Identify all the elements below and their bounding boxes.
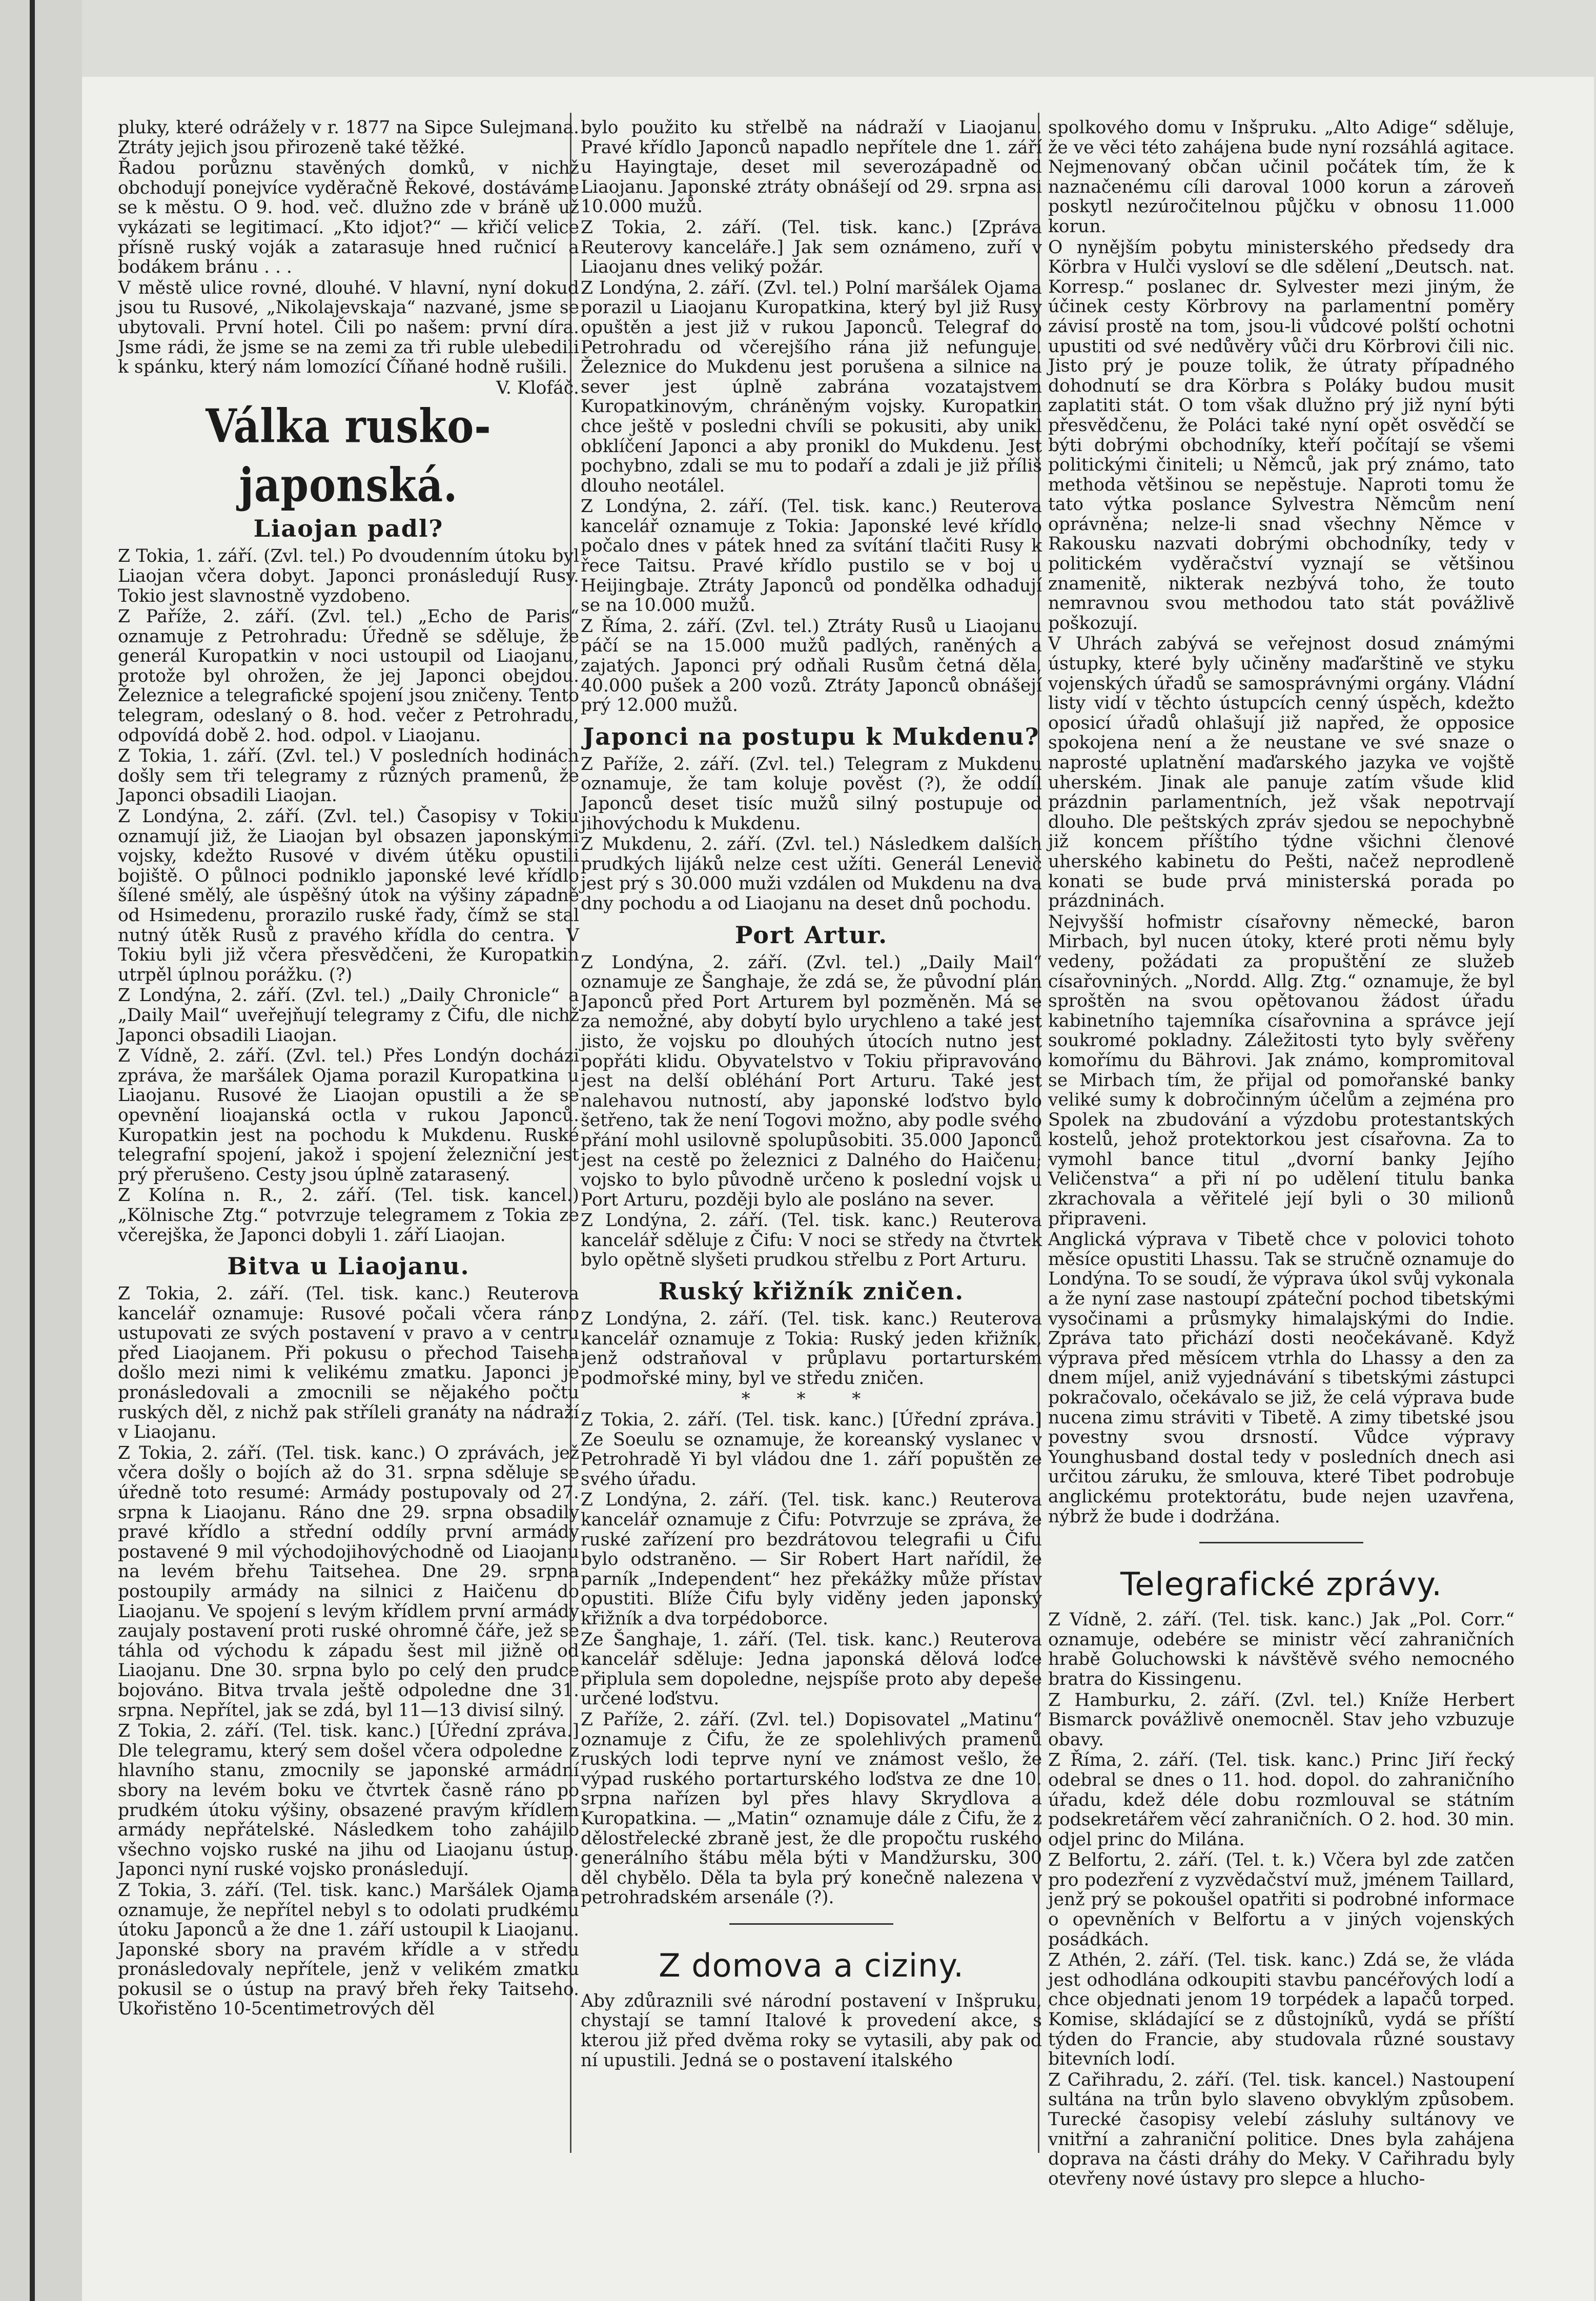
paragraph: O nynějším pobytu ministerského předsedy dra Körbra v Hulči vysloví se dle sdělení „Deutsch. nat. Korresp.“ poslanec dr. Sylvester mezi jiným, že účinek cesty Körbrovy na parlamentní poměry závisí prostě na tom, jsou-li vůdcové polští ochotni upustiti od své nedůvěry vůči dru Körbrovi čili nic. Jisto prý je pouze tolik, že útraty případného dohodnutí se dra Körbra s Poláky budou musit zaplatiti stát. O tom však dlužno prý již nyní býti přesvědčenu, že Poláci také nyní opět osvědčí se býti dobrými obchodníky, kteří počítají se všemi politickými činiteli; u Němců, jak prý známo, tato methoda většinou se nepěstuje. Naproti tomu že tato výtka poslance Sylvestra Němcům není oprávněna; nelze-li snad všechny Němce v Rakousku nazvati dobrými obchodníky, tedy v politickém vyděračství vyznají se většinou znamenitě, nikterak nezbývá toho, že touto nemravnou svou methodou tato stát povážlivě poškozují. [1048,237,1515,634]
separator-stars: * * * [741,1389,882,1410]
paragraph: Z Tokia, 1. září. (Zvl. tel.) V posledních hodinách došly sem tři telegramy z různých pramenů, že Japonci obsadili Liaojan. [118,746,579,806]
article-heading: Port Artur. [734,921,888,949]
paragraph: Z Vídně, 2. září. (Zvl. tel.) Přes Londýn docházi zpráva, že maršálek Ojama porazil Kuropatkina u Liaojanu. Rusové že Liaojan opustili a že se opevnění lioajanská octla v rukou Japonců. Kuropatkin jest na pochodu k Mukdenu. Ruské telegrafní spojení, jakož i spojení železniční jest prý přerušeno. Cesty jsou úplně zatarasený. [118,1046,579,1185]
paragraph: Ze Šanghaje, 1. září. (Tel. tisk. kanc.) Reuterova kancelář sděluje: Jedna japonská dělová loďce připlula sem dopoledne, nejspíše proto aby depeše určené loďstvu. [581,1629,1042,1709]
binding-edge [30,0,35,2301]
paragraph: Z Belfortu, 2. září. (Tel. t. k.) Včera byl zde zatčen pro podezření z vyzvědačství muž, jménem Taillard, jenž prý se pokoušel opatřiti si podrobné informace o opevněních v Belfortu a v jiných vojenských posádkách. [1048,1850,1515,1950]
paragraph: Z Tokia, 2. září. (Tel. tisk. kanc.) [Zpráva Reuterovy kanceláře.] Jak sem oznámeno, zuří v Liaojanu dnes veliký požár. [581,217,1042,278]
column-3 [1048,118,1515,2190]
paragraph: Z Říma, 2. září. (Tel. tisk. kanc.) Princ Jiří řecký odebral se dnes o 11. hod. dopol. do zahraničního úřadu, kdež déle dobu rozmlouval se státním podsekretářem věcí zahraničních. O 2. hod. 30 min. odjel princ do Milána. [1048,1750,1515,1850]
column-1 [118,118,579,2020]
article-heading: Ruský křižník zničen. [658,1277,965,1306]
paragraph: Z Londýna, 2. září. (Zvl. tel.) „Daily Mail“ oznamuje ze Šanghaje, že zdá se, že původní plán Japonců před Port Arturem byl pozměněn. Má se za nemožné, aby dobytí bylo urychleno a také jest jisto, že vojsku po dlouhých útocích nutno jest popřáti klidu. Obyvatelstvo v Tokiu připravováno jest na delší obléhání Port Arturu. Také jest nalehavou nutností, aby japonské loďstvo bylo šetřeno, tak že není Togovi možno, aby podle svého přání mohl usilovně spolupůsobiti. 35.000 Japonců jest na cestě po železnici z Dalného do Haičenu; vojsko to bylo původně určeno k poslední vojsk u Port Arturu, později bylo ale posláno na sever. [581,952,1042,1210]
paragraph: Z Říma, 2. září. (Zvl. tel.) Ztráty Rusů u Liaojanu páčí se na 15.000 mužů padlých, raněných a zajatých. Japonci prý odňali Rusům četná děla, 40.000 pušek a 200 vozů. Ztráty Japonců obnášejí prý 12.000 mužů. [581,616,1042,716]
section-heading: Telegrafické zprávy. [1120,1565,1442,1603]
paragraph: Z Paříže, 2. září. (Zvl. tel.) Telegram z Mukdenu oznamuje, že tam koluje pověst (?), že oddíl Japonců deset tisíc mužů silný postupuje od jihovýchodu k Mukdenu. [581,754,1042,834]
paragraph: Z Londýna, 2. září. (Tel. tisk. kanc.) Reuterova kancelář oznamuje z Tokia: Ruský jeden křižník, jenž odstraňoval v průplavu portarturském podmořské miny, byl ve středu zničen. [581,1309,1042,1389]
paragraph: Z Vídně, 2. září. (Tel. tisk. kanc.) Jak „Pol. Corr.“ oznamuje, odebére se ministr věcí zahraničních hrabě Goluchowski k návštěvě svého nemocného bratra do Kissingenu. [1048,1610,1515,1689]
paragraph: Z Tokia, 3. září. (Tel. tisk. kanc.) Maršálek Ojama oznamuje, že nepřítel nebyl s to odolati prudkému útoku Japonců a že dne 1. září ustoupil k Liaojanu. Japonské sbory na pravém křídle a v středu pronásledovaly nepřítele, jenž v velikém zmatku pokusil se o ústup na pravý břeh řeky Taitseho. Ukořistěno 10-5centimetrových děl [118,1880,579,2020]
paragraph: V Uhrách zabývá se veřejnost dosud známými ústupky, které byly učiněny maďarštině ve styku vojenských úřadů se samosprávnými orgány. Vládní listy vidí v těchto ústupcích cenný úspěch, kdežto oposicí úřadů ohlašují již napřed, že opposice spokojena není a že neustane ve své snaze o naprosté uplatnění maďarského jazyka ve vojště uherském. Jinak ale panuje zatím všude klid prázdnin parlamentních, jež však nepotrvají dlouho. Dle peštských zpráv sjedou se nepochybně již koncem příštího týdne všichni členové uherského kabinetu do Pešti, načež neprodleně konati se bude prvá ministerská porada po prázdninách. [1048,634,1515,912]
paragraph: Z Tokia, 1. září. (Zvl. tel.) Po dvoudenním útoku byl Liaojan včera dobyt. Japonci pronásledují Rusy. Tokio jest slavnostně vyzdobeno. [118,546,579,606]
paragraph: Z Athén, 2. září. (Tel. tisk. kanc.) Zdá se, že vláda jest odhodlána odkoupiti stavbu pancéřových lodí a chce objednati jenom 19 torpédek a lapačů torped. Komise, skládající se z důstojníků, vydá se příští týden do Francie, aby studovala různé soustavy bitevních lodí. [1048,1950,1515,2070]
paragraph: Z Paříže, 2. září. (Zvl. tel.) „Echo de Paris“ oznamuje z Petrohradu: Úředně se sděluje, že generál Kuropatkin v noci ustoupil od Liaojanu, protože byl ohrožen, že jej Japonci obejdou. Železnice a telegrafické spojení jsou zničeny. Tento telegram, odeslaný o 8. hod. večer z Petrohradu, odpovídá době 2. hod. odpol. v Liaojanu. [118,606,579,746]
article-heading: Japonci na postupu k Mukdenu? [583,722,1040,750]
paragraph: Z Londýna, 2. září. (Zvl. tel.) Polní maršálek Ojama porazil u Liaojanu Kuropatkina, který byl již Rusy opuštěn a jest již v rukou Japonců. Telegraf do Petrohradu od včerejšího rána již nefunguje. Železnice do Mukdenu jest porušena a silnice na sever jest úplně zabrána vozatajstvem Kuropatkinovým, chráněným vojsky. Kuropatkin chce ještě v posledni chvíli se pokusiti, aby unikl obklíčení Japonci a aby pronikl do Mukdenu. Jest pochybno, zdali se mu to podaří a zdali je již příliš dlouho neotálel. [581,277,1042,496]
paragraph: Z Londýna, 2. září. (Tel. tisk. kanc.) Reuterova kancelář oznamuje z Tokia: Japonské levé křídlo počalo dnes v pátek hned za svítání tlačiti Rusy k řece Taitsu. Pravé křídlo pustilo se v boj u Heijingbaje. Ztráty Japonců od pondělka odhadují se na 10.000 mužů. [581,496,1042,616]
paragraph: Z Londýna, 2. září. (Tel. tisk. kanc.) Reuterova kancelář oznamuje z Čifu: Potvrzuje se zpráva, že ruské zařízení pro bezdrátovou telegrafii u Čifu bylo odstraněno. — Sir Robert Hart nařídil, že parník „Independent“ hez překážky může přístav opustiti. Blíže Čifu byly viděny jeden japonský křižník a dva torpédoborce. [581,1490,1042,1629]
paragraph: pluky, které odrážely v r. 1877 na Sipce Sulejmana. Ztráty jejich jsou přirozeně také těžké. [118,117,579,158]
paragraph: Anglická výprava v Tibetě chce v polovici tohoto měsíce opustiti Lhassu. Tak se stručně oznamuje do Londýna. To se soudí, že výprava úkol svůj vykonala a že nyní zase nastoupí zpáteční pochod tibetskými vysočinami a průsmyky himalajskými do Indie. Zpráva tato přichází dosti neočekávaně. Když výprava před měsícem vtrhla do Lhassy a den za dnem míjel, aniž vyjednávání s tibetskými zástupci pokračovalo, očekávalo se již, že celá výprava bude nucena zimu stráviti v Tibetě. A zimy tibetské jsou povestny svou drsností. Vůdce výpravy Younghusband dostal tedy v posledních dnech asi určitou záruku, že smlouva, které Tibet podrobuje anglickému protektorátu, bude nejen uzavřena, nýbrž že bude i dodržána. [1048,1229,1515,1527]
paragraph: Z Tokia, 2. září. (Tel. tisk. kanc.) [Úřední zpráva.] Dle telegramu, který sem došel včera odpoledne z hlavního stanu, zmocnily se japonské armádní sbory na levém boku ve čtvrtek časně ráno po prudkém útoku výšiny, obsazené pravým křídlem armády nepřátelské. Následkem toho zahájilo všechno vojsko ruské na jihu od Liaojanu ústup. Japonci nyní ruské vojsko pronásledují. [118,1721,579,1880]
section-divider [1199,1542,1363,1543]
section-heading: Z domova a ciziny. [659,1946,964,1984]
paragraph: Z Londýna, 2. září. (Zvl. tel.) Časopisy v Tokiu oznamují již, že Liaojan byl obsazen japonskými vojsky, kdežto Rusové v divém útěku opustili bojiště. O půlnoci podniklo japonské levé křídlo šílené smělý, ale úspěšný útok na výšiny západně od Hsimedenu, prorazilo ruské řady, čímž se stal nutný útěk Rusů z pravého křídla do centra. V Tokiu byli již včera přesvědčeni, že Kuropatkin utrpěl úplnou porážku. (?) [118,806,579,985]
paragraph: Z Paříže, 2. září. (Zvl. tel.) Dopisovatel „Matinu“ oznamuje z Čifu, že ze spolehlivých pramenů ruských lodi teprve nyní ve známost vešlo, že výpad ruského portarturského loďstva ze dne 10. srpna nařízen byl přes hlavy Skrydlova a Kuropatkina. — „Matin“ oznamuje dále z Čifu, že z dělostřelecké zbraně jest, že dle propočtu ruského generálního štábu měla býti v Mandžursku, 300 děl chybělo. Děla ta byla prý konečně nalezena v petrohradském arsenále (?). [581,1709,1042,1908]
paragraph: Z Tokia, 2. září. (Tel. tisk. kanc.) Reuterova kancelář oznamuje: Rusové počali včera ráno ustupovati ze svých postavení v pravo a v centru před Liaojanem. Při pokusu o přechod Taiseha došlo mezi nimi k velikému zmatku. Japonci je pronásledovali a zmocnili se nějakého počtu ruských děl, z nichž pak stříleli granáty na nádraží v Liaojanu. [118,1284,579,1443]
section-divider [729,1923,893,1925]
paragraph: Z Tokia, 2. září. (Tel. tisk. kanc.) O zprávách, jež včera došly o bojích až do 31. srpna sděluje se úředně toto resumé: Armády postupovaly od 27. srpna k Liaojanu. Ráno dne 29. srpna obsadily pravé křídlo a střední oddíly první armády postavené 9 mil východojihovýchodně od Liaojanu na levém břehu Taitsehea. Dne 29. srpna postoupily armády na silnici z Haičenu do Liaojanu. Ve spojení s levým křídlem první armády zaujaly postavení proti ruské ohromné čáře, jež se táhla od východu k západu šest mil jižně od Liaojanu. Dne 30. srpna bylo po celý den prudce bojováno. Bitva trvala ještě odpoledne dne 31. srpna. Nepřítel, jak se zdá, byl 11—13 divisí silný. [118,1442,579,1721]
section-heading: Válka rusko-japonská. [206,399,492,513]
paragraph: Z Kolína n. R., 2. září. (Tel. tisk. kancel.) „Kölnische Ztg.“ potvrzuje telegramem z Tokia ze včerejška, že Japonci dobyli 1. září Liaojan. [118,1185,579,1246]
article-heading: Bitva u Liaojanu. [227,1252,470,1280]
paragraph: Z Hamburku, 2. září. (Zvl. tel.) Kníže Herbert Bismarck povážlivě onemocněl. Stav jeho vzbuzuje obavy. [1048,1689,1515,1750]
paragraph: Z Tokia, 2. září. (Tel. tisk. kanc.) [Úřední zpráva.] Ze Soeulu se oznamuje, že koreanský vyslanec v Petrohradě Yi byl vládou dne 1. září popuštěn ze svého úřadu. [581,1410,1042,1490]
column-2 [581,118,1042,2071]
paragraph: bylo použito ku střelbě na nádraží v Liaojanu. Pravé křídlo Japonců napadlo nepřítele dne 1. září u Hayingtaje, deset mil severozápadně od Liaojanu. Japonské ztráty obnášejí od 29. srpna asi 10.000 mužů. [581,117,1042,217]
paragraph: Z Londýna, 2. září. (Tel. tisk. kanc.) Reuterova kancelář sděluje z Čifu: V noci se středy na čtvrtek bylo opětně slyšeti prudkou střelbu z Port Arturu. [581,1210,1042,1271]
paragraph: Řadou porůznu stavěných domků, v nichž obchodují ponejvíce vyděračně Řekové, dostáváme se k městu. O 9. hod. več. dlužno zde v bráně už vykázati se legitimací. „Kto idjot?“ — křičí velice přísně ruský voják a zatarasuje hned ručnicí a bodákem bránu . . . [118,158,579,278]
article-heading: Liaojan padl? [253,515,444,543]
paragraph: V městě ulice rovné, dlouhé. V hlavní, nyní dokud jsou tu Rusové, „Nikolajevskaja“ nazvané, jsme se ubytovali. První hotel. Čili po našem: první díra. Jsme rádi, že jsme se na zemi za tři ruble ulebedili k spánku, který nám lomozící Číňané hodně rušili. [118,277,579,378]
author-signature: V. Klofáč. [496,377,579,398]
paragraph: Aby zdůraznili své národní postavení v Inšpruku, chystají se tamní Italové k provedení akce, s kterou již před dvěma roky se vytasili, aby pak od ní upustili. Jedná se o postavení italského [581,1990,1042,2071]
paragraph: Nejvyšší hofmistr císařovny německé, baron Mirbach, byl nucen útoky, které proti němu byly vedeny, požádati za propuštění ze služeb císařovniných. „Nordd. Allg. Ztg.“ oznamuje, že byl sproštěn na svou opětovanou žádost úřadu kabinetního tajemníka císařovnina a správce její soukromé pokladny. Záležitosti tyto byly svěřeny komořímu du Bährovi. Jak známo, kompromitoval se Mirbach tím, že přijal od pomořanské banky veliké sumy k dobročinným účelům a zejména pro Spolek na zbudování a výzdobu protestantských kostelů, jehož protektorkou jest císařovna. Za to vymohl bance titul „dvorní banky Jejího Veličenstva“ a při ní po udělení titulu banka zkrachovala a věřitelé její byli o 30 milionů připraveni. [1048,911,1515,1229]
scan-margin [0,0,82,2301]
paragraph: spolkového domu v Inšpruku. „Alto Adige“ sděluje, že ve věci této zahájena bude nyní rozsáhlá agitace. Nejmenovaný občan učinil počátek tím, že k naznačenému cíli daroval 1000 korun a zároveň poskytl nezúročitelnou půjčku v obnosu 11.000 korun. [1048,117,1515,237]
paragraph: Z Cařihradu, 2. září. (Tel. tisk. kancel.) Nastoupení sultána na trůn bylo slaveno obvyklým způsobem. Turecké časopisy velebí zásluhy sultánovy ve vnitřní a zahraniční politice. Dnes byla zahájena doprava na části dráhy do Meky. V Cařihradu byly otevřeny nové ústavy pro slepce a hlucho- [1048,2069,1515,2189]
paragraph: Z Londýna, 2. září. (Zvl. tel.) „Daily Chronicle“ a „Daily Mail“ uveřejňují telegramy z Čifu, dle nichž Japonci obsadili Liaojan. [118,985,579,1046]
paragraph: Z Mukdenu, 2. září. (Zvl. tel.) Následkem dalších prudkých lijáků nelze cest užíti. Generál Lenevič jest prý s 30.000 muži vzdálen od Mukdenu na dva dny pochodu a od Liaojanu na deset dnů pochodu. [581,834,1042,914]
